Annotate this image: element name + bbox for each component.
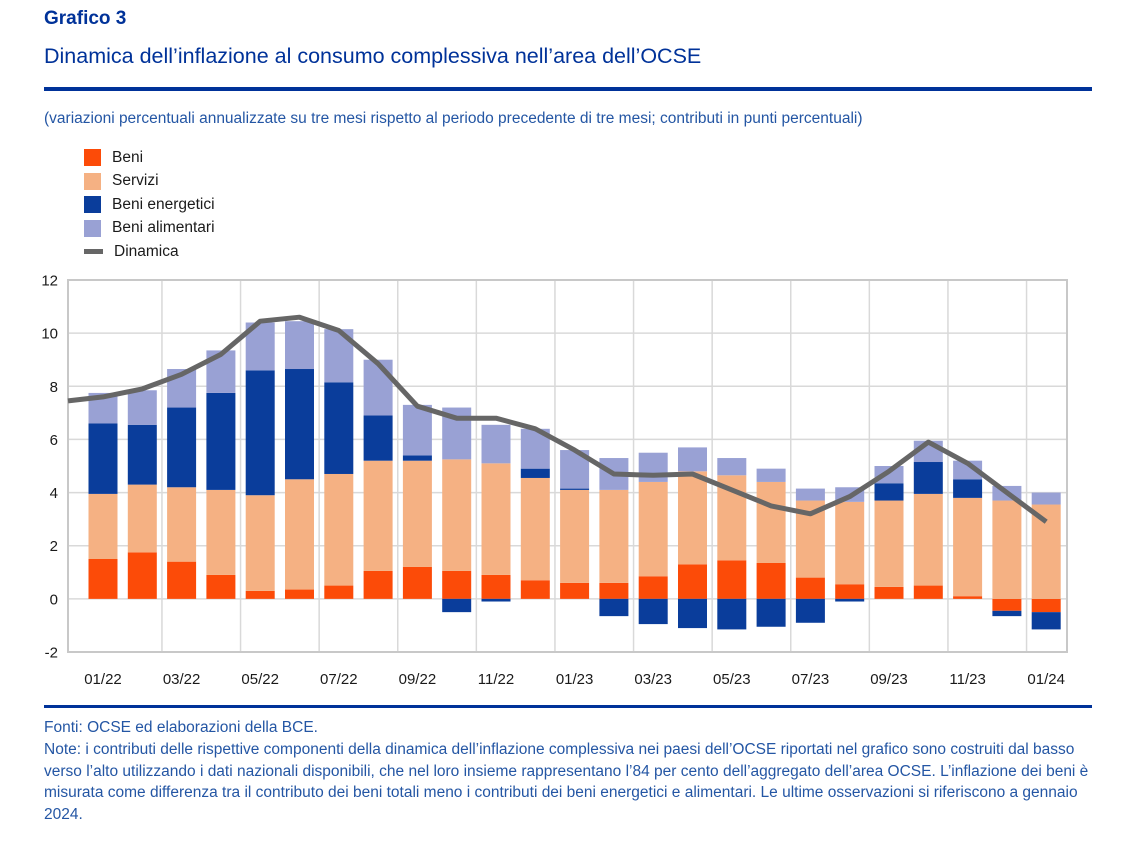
bar-segment-servizi: [167, 487, 196, 561]
bar-10/22: [442, 408, 471, 613]
x-tick-label: 09/22: [398, 671, 437, 688]
bar-segment-beni-energetici: [246, 370, 275, 495]
bar-segment-servizi: [678, 471, 707, 564]
x-axis-labels: [84, 671, 1065, 688]
bar-segment-beni: [324, 586, 353, 599]
bar-segment-servizi: [403, 461, 432, 567]
bar-12/22: [521, 429, 550, 599]
bar-segment-beni-alimentari: [796, 489, 825, 501]
legend-item-beni: [84, 146, 215, 170]
bar-segment-beni-energetici: [324, 382, 353, 474]
bar-segment-beni: [992, 599, 1021, 611]
bar-08/22: [364, 360, 393, 599]
bar-segment-beni-energetici: [875, 483, 904, 500]
bar-03/22: [167, 369, 196, 599]
bar-segment-beni-alimentari: [285, 321, 314, 369]
y-tick-label: 6: [49, 431, 58, 449]
y-tick-label: 10: [41, 325, 58, 343]
legend-label: Beni: [112, 148, 144, 166]
bar-segment-servizi: [835, 502, 864, 584]
bar-segment-beni: [639, 576, 668, 599]
bar-segment-beni: [678, 564, 707, 599]
bar-segment-beni-energetici: [364, 416, 393, 461]
bar-segment-beni-energetici: [560, 489, 589, 490]
bar-segment-servizi: [246, 495, 275, 591]
bar-segment-beni-energetici: [442, 599, 471, 612]
bar-segment-beni: [835, 584, 864, 599]
bar-11/23: [953, 461, 982, 599]
bar-segment-servizi: [364, 461, 393, 571]
bar-segment-beni-energetici: [757, 599, 786, 627]
y-tick-label: 8: [49, 378, 58, 396]
bar-segment-beni-alimentari: [717, 458, 746, 475]
y-tick-label: -2: [44, 644, 58, 662]
bar-segment-servizi: [482, 463, 511, 575]
x-tick-label: 03/22: [162, 671, 201, 688]
bar-segment-beni-energetici: [953, 479, 982, 498]
bar-05/22: [246, 323, 275, 599]
legend-color-swatch: [84, 173, 101, 190]
bar-segment-servizi: [206, 490, 235, 575]
bar-segment-beni-energetici: [482, 599, 511, 602]
bar-segment-servizi: [953, 498, 982, 596]
bar-01/22: [89, 393, 118, 599]
x-tick-label: 01/23: [555, 671, 594, 688]
bar-segment-servizi: [639, 482, 668, 576]
bar-segment-beni-energetici: [639, 599, 668, 624]
bar-segment-beni-energetici: [285, 369, 314, 479]
bar-segment-beni: [796, 578, 825, 599]
bar-segment-beni-alimentari: [128, 390, 157, 425]
bar-segment-beni: [599, 583, 628, 599]
legend-item-beni-energetici: [84, 193, 215, 217]
bar-segment-beni-energetici: [717, 599, 746, 630]
bar-segment-beni: [482, 575, 511, 599]
bar-segment-beni-energetici: [1032, 612, 1061, 629]
bar-segment-beni-alimentari: [364, 360, 393, 416]
legend-label: Servizi: [112, 172, 159, 190]
bar-segment-servizi: [1032, 505, 1061, 599]
x-tick-label: 01/22: [84, 671, 122, 688]
bar-01/23: [560, 450, 589, 599]
bar-segment-beni-energetici: [403, 455, 432, 460]
bar-segment-servizi: [285, 479, 314, 589]
legend-color-swatch: [84, 149, 101, 166]
note-text: Note: i contributi delle rispettive componenti della dinamica dell’inflazione complessiva nei paesi dell’OCSE riportati nel grafico sono costruiti dal basso verso l’alto utilizzando i dati nazionali disponibili, che nel loro insieme rappresentano l’84 per cento dell’aggregato dell’area OCSE. L’inflazione dei beni è misurata come differenza tra il contributo dei beni totali meno i contributi dei beni energetici e alimentari. Le ultime osservazioni si riferiscono a gennaio 2024.: [44, 740, 1089, 824]
bar-06/23: [757, 469, 786, 627]
bar-10/23: [914, 441, 943, 599]
bar-segment-servizi: [875, 501, 904, 587]
bar-segment-beni-energetici: [521, 469, 550, 478]
x-tick-label: 11/22: [477, 671, 515, 688]
x-tick-label: 03/23: [634, 671, 672, 688]
bar-04/22: [206, 350, 235, 598]
bar-08/23: [835, 487, 864, 601]
stacked-bars: [89, 321, 1061, 629]
y-tick-label: 4: [49, 485, 58, 503]
bar-segment-servizi: [128, 485, 157, 553]
bar-segment-beni: [285, 590, 314, 599]
bar-segment-beni: [89, 559, 118, 599]
y-axis-labels: [41, 273, 58, 662]
legend-label: Beni alimentari: [112, 219, 215, 237]
bar-segment-beni: [717, 560, 746, 599]
bar-12/23: [992, 486, 1021, 616]
legend-color-swatch: [84, 196, 101, 213]
bar-segment-beni-energetici: [167, 408, 196, 488]
legend-item-beni-alimentari: [84, 217, 215, 241]
bar-segment-beni-energetici: [206, 393, 235, 490]
bar-02/23: [599, 458, 628, 616]
x-tick-label: 09/23: [870, 671, 908, 688]
bar-segment-beni: [246, 591, 275, 599]
chart-subtitle: (variazioni percentuali annualizzate su tre mesi rispetto al periodo precedente di tre mesi; contributi in punti percentuali): [44, 110, 863, 127]
bar-segment-beni: [364, 571, 393, 599]
bar-segment-beni: [521, 580, 550, 599]
y-tick-label: 0: [49, 591, 58, 609]
bar-09/22: [403, 405, 432, 599]
bar-segment-servizi: [521, 478, 550, 580]
y-tick-label: 12: [41, 272, 58, 290]
bar-03/23: [639, 453, 668, 624]
bar-segment-servizi: [324, 474, 353, 586]
bar-segment-beni-energetici: [992, 611, 1021, 616]
bar-segment-beni-energetici: [128, 425, 157, 485]
bar-segment-beni: [442, 571, 471, 599]
bar-segment-servizi: [599, 490, 628, 583]
bar-segment-beni-energetici: [678, 599, 707, 628]
page-title: Dinamica dell’inflazione al consumo complessiva nell’area dell’OCSE: [44, 44, 702, 68]
bar-segment-beni-energetici: [914, 462, 943, 494]
bar-segment-servizi: [992, 501, 1021, 599]
bar-segment-servizi: [442, 459, 471, 571]
source-text: Fonti: OCSE ed elaborazioni della BCE.: [44, 719, 318, 736]
bar-segment-beni-alimentari: [1032, 493, 1061, 505]
bar-07/22: [324, 329, 353, 599]
x-tick-label: 05/22: [241, 671, 279, 688]
bar-segment-beni-alimentari: [678, 447, 707, 471]
bar-segment-beni: [875, 587, 904, 599]
bar-segment-beni: [953, 596, 982, 599]
bar-11/22: [482, 425, 511, 602]
bar-segment-beni: [560, 583, 589, 599]
bar-segment-beni: [167, 562, 196, 599]
footer-rule: [44, 705, 1092, 708]
bar-segment-beni-energetici: [599, 599, 628, 616]
bar-segment-beni-energetici: [89, 423, 118, 493]
bar-segment-servizi: [89, 494, 118, 559]
bar-segment-beni: [128, 552, 157, 599]
bar-segment-beni-alimentari: [403, 405, 432, 455]
legend-label: Beni energetici: [112, 195, 215, 213]
inflation-chart: [0, 252, 1136, 692]
bar-06/22: [285, 321, 314, 599]
bar-segment-beni: [757, 563, 786, 599]
chart-kicker: Grafico 3: [44, 8, 127, 29]
legend-color-swatch: [84, 220, 101, 237]
bar-segment-beni-alimentari: [757, 469, 786, 482]
x-tick-label: 01/24: [1027, 671, 1065, 688]
bar-segment-beni-alimentari: [482, 425, 511, 464]
bar-segment-beni-energetici: [835, 599, 864, 602]
x-tick-label: 07/22: [320, 671, 358, 688]
bar-segment-servizi: [757, 482, 786, 563]
x-tick-label: 11/23: [949, 671, 986, 688]
bar-segment-beni-energetici: [796, 599, 825, 623]
bar-segment-beni: [206, 575, 235, 599]
legend-label: Dinamica: [114, 242, 179, 260]
title-rule: [44, 87, 1092, 91]
bar-segment-beni: [403, 567, 432, 599]
y-tick-label: 2: [49, 538, 58, 556]
bar-segment-servizi: [914, 494, 943, 586]
chart-legend: [84, 146, 215, 264]
legend-item-servizi: [84, 170, 215, 194]
bar-09/23: [875, 466, 904, 599]
bar-segment-beni: [914, 586, 943, 599]
x-tick-label: 07/23: [791, 671, 830, 688]
bar-segment-servizi: [560, 490, 589, 583]
bar-segment-beni: [1032, 599, 1061, 612]
bar-02/22: [128, 390, 157, 599]
x-tick-label: 05/23: [713, 671, 751, 688]
chart-footer: [44, 717, 1098, 826]
